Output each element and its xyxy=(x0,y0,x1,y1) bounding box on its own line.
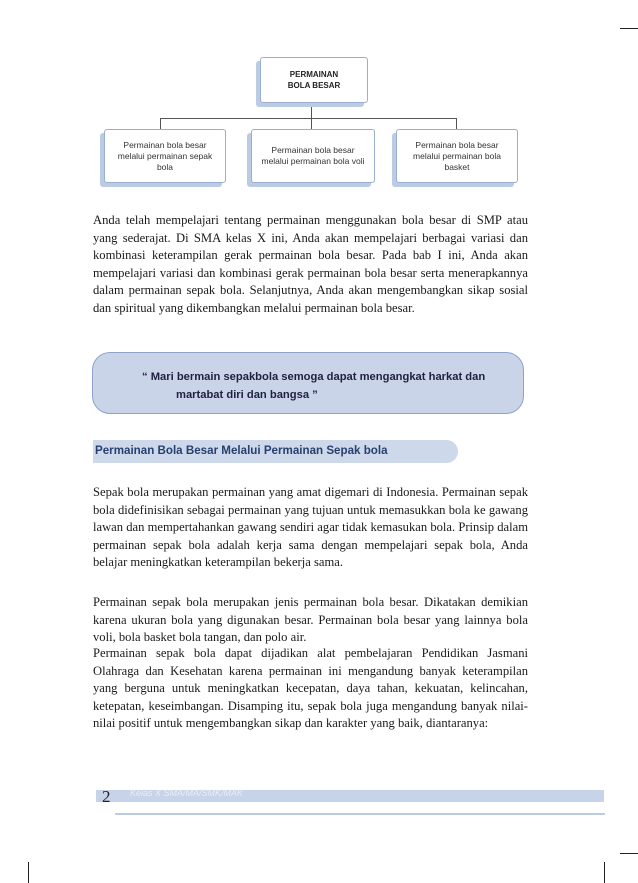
diagram-node-line: melalui permainan sepak xyxy=(117,150,213,161)
quote-text xyxy=(100,368,520,404)
page-number: 2 xyxy=(102,787,111,806)
diagram-node-line: melalui permainan bola xyxy=(413,150,501,161)
body-paragraph: Permainan sepak bola dapat dijadikan alat pembelajaran Pendidikan Jasmani Olahraga dan Kesehatan karena permainan ini mengandung banyak keterampilan yang berguna untuk meningkatkan kecepatan, daya tahan, kekuatan, kelincahan, ketepatan, keseimbangan. Disamping itu, sepak bola juga mengandung banyak nilai-nilai positif untuk mengembangkan sikap dan karakter yang baik, diantaranya: xyxy=(93,646,528,731)
crop-mark xyxy=(28,862,29,883)
quote-line: martabat diri dan bangsa ” xyxy=(176,389,318,401)
diagram-node-line: bola xyxy=(156,161,174,172)
footer-label: Kelas X SMA/MA/SMK/MAK xyxy=(130,788,244,798)
connector-line xyxy=(311,102,312,118)
diagram-node-line: Permainan bola besar xyxy=(271,145,355,155)
diagram-node-line: melalui permainan bola voli xyxy=(261,156,365,166)
crop-mark xyxy=(620,28,638,29)
diagram-child-node-sepak-bola xyxy=(104,129,226,183)
diagram-node-line: Permainan bola besar xyxy=(415,139,499,150)
diagram-root-line: BOLA BESAR xyxy=(287,81,341,90)
connector-line xyxy=(160,118,456,119)
crop-mark xyxy=(620,853,638,854)
crop-mark xyxy=(604,862,605,883)
footer-rule xyxy=(115,813,605,815)
quote-line: “ Mari bermain sepakbola semoga dapat mengangkat harkat dan xyxy=(142,371,486,383)
diagram-root-line: PERMAINAN xyxy=(289,70,339,79)
diagram-node-line: basket xyxy=(444,161,470,172)
body-paragraph: Sepak bola merupakan permainan yang amat digemari di Indonesia. Permainan sepak bola didefinisikan sebagai permainan yang tujuan untuk memasukkan bola ke gawang lawan dan mempertahankan gawang sendiri agar tidak kemasukan bola. Prinsip dalam permainan sepak bola adalah kerja sama dengan mempelajari sepak bola, Anda belajar meningkatkan keterampilan bekerja sama. xyxy=(93,485,528,570)
diagram-root-node xyxy=(260,57,368,103)
intro-paragraph: Anda telah mempelajari tentang permainan menggunakan bola besar di SMP atau yang sederajat. Di SMA kelas X ini, Anda akan mempelajari berbagai variasi dan kombinasi keterampilan gerak permainan bola besar. Pada bab I ini, Anda akan mempelajari variasi dan kombinasi gerak permainan bola besar serta menerapkannya dalam permainan sepak bola. Selanjutnya, Anda akan mengembangkan sikap sosial dan spiritual yang dikembangkan melalui permainan bola besar. xyxy=(93,213,528,315)
diagram-child-node-basket xyxy=(396,129,518,183)
diagram-child-node-bola-voli xyxy=(251,129,375,183)
body-paragraph: Permainan sepak bola merupakan jenis permainan bola besar. Dikatakan demikian karena ukuran bola yang digunakan besar. Permainan bola besar yang lainnya bola voli, bola basket bola tangan, dan polo air. xyxy=(93,595,528,645)
diagram-node-line: Permainan bola besar xyxy=(123,139,207,150)
section-heading: Permainan Bola Besar Melalui Permainan Sepak bola xyxy=(95,444,388,457)
